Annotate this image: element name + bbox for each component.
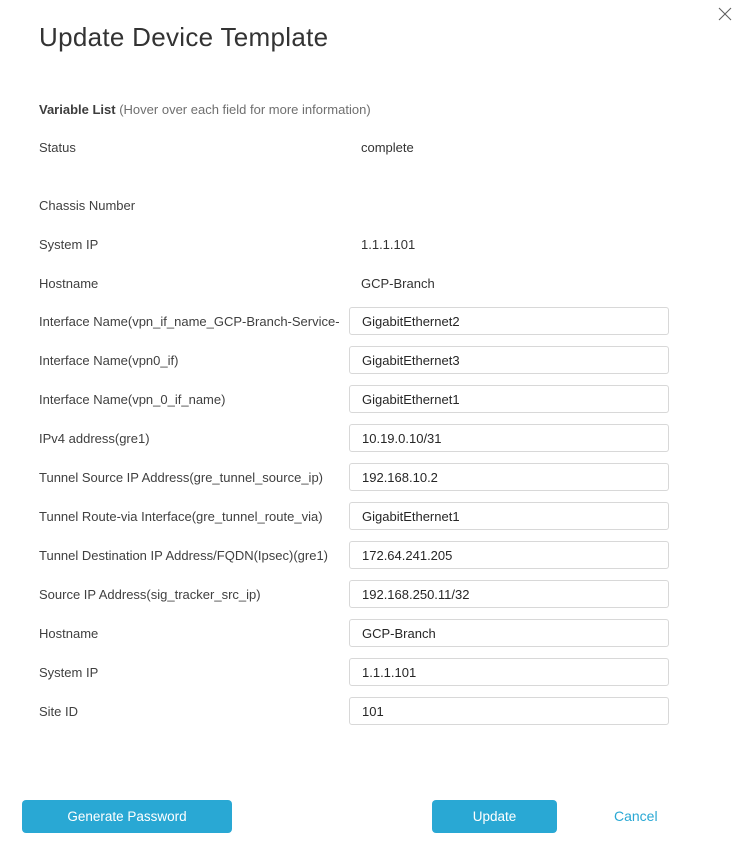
field-label: Source IP Address(sig_tracker_src_ip) (39, 586, 261, 602)
interface-name-vpn-0-if-name-row (39, 385, 713, 413)
tunnel-destination-ip-input[interactable] (349, 541, 669, 569)
tunnel-source-ip-input[interactable] (349, 463, 669, 491)
interface-name-vpn-0-if-name-input[interactable] (349, 385, 669, 413)
field-label: System IP (39, 664, 99, 680)
tunnel-route-via-interface-row (39, 502, 713, 530)
variable-list-heading: Variable List (39, 102, 116, 117)
system-ip-input[interactable] (349, 658, 669, 686)
field-label: Tunnel Route-via Interface(gre_tunnel_route_via) (39, 508, 323, 524)
field-label: Interface Name(vpn_0_if_name) (39, 391, 226, 407)
generate-password-button[interactable]: Generate Password (22, 800, 232, 833)
chassis-number-row (39, 196, 713, 214)
system-ip-value: 1.1.1.101 (361, 236, 416, 252)
system-ip-row (39, 235, 713, 253)
tunnel-destination-ip-row (39, 541, 713, 569)
source-ip-address-row (39, 580, 713, 608)
hostname-value: GCP-Branch (361, 275, 435, 291)
interface-name-vpn-if-name-row (39, 307, 713, 335)
site-id-row (39, 697, 713, 725)
dialog-footer (0, 800, 752, 833)
field-label: Site ID (39, 703, 79, 719)
close-icon[interactable] (717, 6, 733, 22)
site-id-input[interactable] (349, 697, 669, 725)
update-button[interactable]: Update (432, 800, 557, 833)
ipv4-address-gre1-row (39, 424, 713, 452)
tunnel-source-ip-row (39, 463, 713, 491)
variable-list-hint: (Hover over each field for more information) (119, 102, 371, 117)
field-label: Tunnel Source IP Address(gre_tunnel_source_ip) (39, 469, 324, 485)
cancel-button[interactable]: Cancel (612, 800, 660, 833)
variable-list-header (39, 101, 713, 119)
field-label: Interface Name(vpn_if_name_GCP-Branch-Service- (39, 313, 340, 329)
variable-list (39, 138, 713, 725)
interface-name-vpn-if-name-input[interactable] (349, 307, 669, 335)
ipv4-address-gre1-input[interactable] (349, 424, 669, 452)
status-value: complete (361, 139, 414, 155)
interface-name-vpn0-if-row (39, 346, 713, 374)
field-label: Hostname (39, 625, 99, 641)
field-label: Interface Name(vpn0_if) (39, 352, 179, 368)
hostname-row (39, 274, 713, 292)
page-title: Update Device Template (39, 22, 329, 52)
field-label: Status (39, 139, 76, 155)
field-label: System IP (39, 236, 99, 252)
hostname-input-row (39, 619, 713, 647)
tunnel-route-via-interface-input[interactable] (349, 502, 669, 530)
status-row (39, 138, 713, 156)
hostname-input[interactable] (349, 619, 669, 647)
field-label: Hostname (39, 275, 99, 291)
interface-name-vpn0-if-input[interactable] (349, 346, 669, 374)
field-label: Chassis Number (39, 197, 136, 213)
source-ip-address-input[interactable] (349, 580, 669, 608)
system-ip-input-row (39, 658, 713, 686)
field-label: Tunnel Destination IP Address/FQDN(Ipsec)(gre1) (39, 547, 329, 563)
field-label: IPv4 address(gre1) (39, 430, 150, 446)
